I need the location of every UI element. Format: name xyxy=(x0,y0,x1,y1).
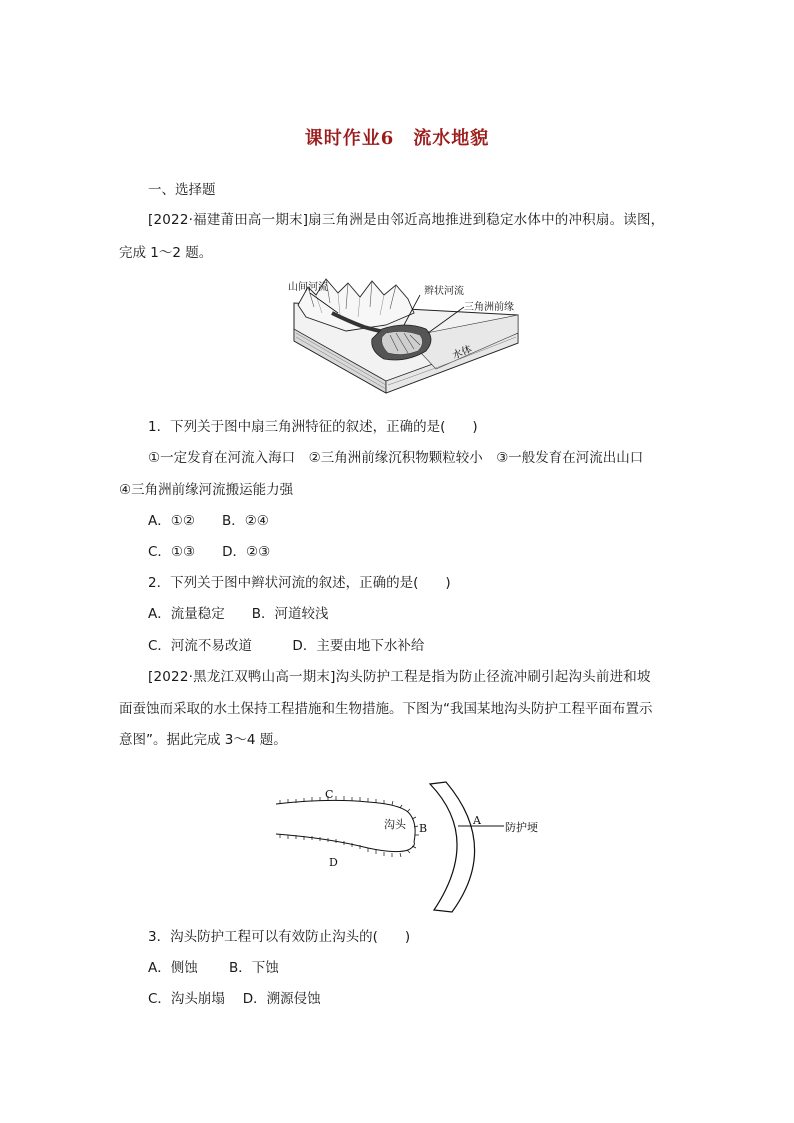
label-braided-river: 辫状河流 xyxy=(424,286,464,297)
label-c: C xyxy=(325,788,334,801)
q1-options-row2: C．①③ D．②③ xyxy=(148,544,271,560)
section-heading: 一、选择题 xyxy=(148,182,216,198)
q3-stem: 3．沟头防护工程可以有效防止沟头的( ) xyxy=(148,929,411,945)
label-gully-head: 沟头 xyxy=(384,818,406,831)
intro1-line1: [2022·福建莆田高一期末]扇三角洲是由邻近高地推进到稳定水体中的冲积扇。读图， xyxy=(148,212,665,228)
q1-statements-line2: ④三角洲前缘河流搬运能力强 xyxy=(119,482,294,498)
fan-delta-figure xyxy=(286,273,526,395)
q3-options-row1: A．侧蚀 B．下蚀 xyxy=(148,960,279,976)
page-title: 课时作业6 流水地貌 xyxy=(304,128,490,149)
q1-statements-line1: ①一定发育在河流入海口 ②三角洲前缘沉积物颗粒较小 ③一般发育在河流出山口 xyxy=(148,450,644,466)
label-delta-front: 三角洲前缘 xyxy=(464,302,514,313)
intro2-line2: 面蚕蚀而采取的水土保持工程措施和生物措施。下图为“我国某地沟头防护工程平面布置示 xyxy=(119,701,653,717)
intro2-line3: 意图”。据此完成 3～4 题。 xyxy=(119,732,287,748)
q2-options-row1: A．流量稳定 B．河道较浅 xyxy=(148,606,329,622)
label-a: A xyxy=(473,814,481,827)
intro2-line1: [2022·黑龙江双鸭山高一期末]沟头防护工程是指为防止径流冲刷引起沟头前进和坡 xyxy=(148,669,651,685)
label-d: D xyxy=(329,856,338,869)
q1-options-row1: A．①② B．②④ xyxy=(148,513,269,529)
label-protection-ridge: 防护埂 xyxy=(505,821,538,834)
q2-options-row2: C．河流不易改道 D．主要由地下水补给 xyxy=(148,638,425,654)
label-b: B xyxy=(419,822,428,835)
gully-protection-figure xyxy=(268,762,558,916)
q1-stem: 1．下列关于图中扇三角洲特征的叙述，正确的是( ) xyxy=(148,419,478,435)
label-water-body: 水体 xyxy=(451,344,474,362)
label-mountain-river: 山间河流 xyxy=(288,282,328,293)
q3-options-row2: C．沟头崩塌 D．溯源侵蚀 xyxy=(148,991,321,1007)
q2-stem: 2．下列关于图中辫状河流的叙述，正确的是( ) xyxy=(148,575,451,591)
intro1-line2: 完成 1～2 题。 xyxy=(119,245,213,261)
